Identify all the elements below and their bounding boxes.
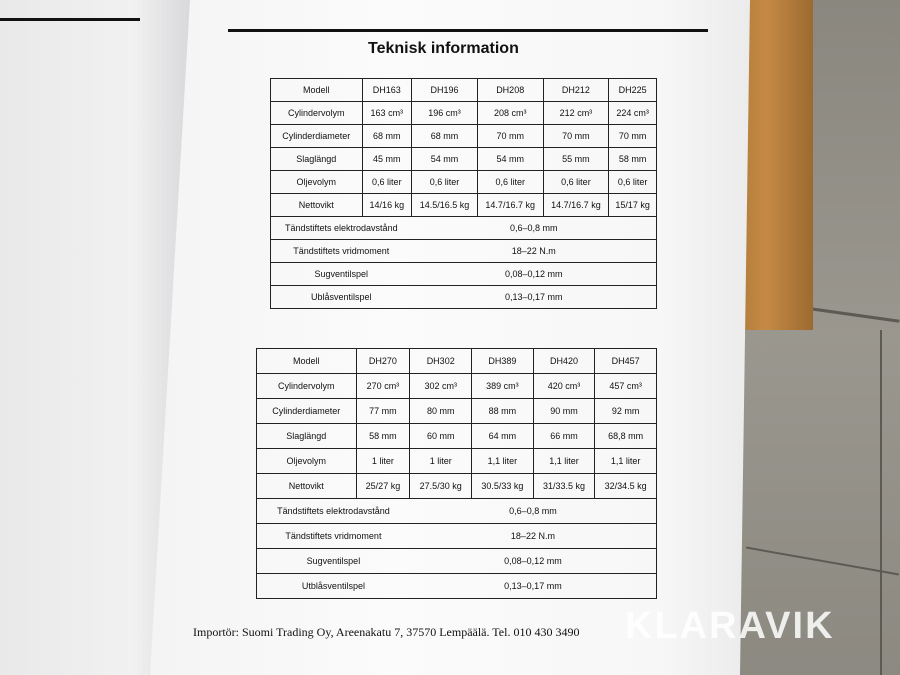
watermark-logo: KLARAVIK <box>625 605 835 647</box>
row-label: Cylinderdiameter <box>257 399 357 424</box>
table-cell: 60 mm <box>410 424 472 449</box>
table-header-row <box>257 349 657 374</box>
row-label: Oljevolym <box>257 449 357 474</box>
table-cell: 45 mm <box>362 148 412 171</box>
model-header: DH225 <box>609 79 657 102</box>
row-label: Cylinderdiameter <box>271 125 363 148</box>
importer-footer: Importör: Suomi Trading Oy, Areenakatu 7, 37570 Lempäälä. Tel. 010 430 3490 <box>193 625 580 639</box>
table-cell: 0,13–0,17 mm <box>412 286 657 309</box>
table-cell: 14.7/16.7 kg <box>543 194 609 217</box>
table-cell: 64 mm <box>472 424 534 449</box>
table-cell: 80 mm <box>410 399 472 424</box>
table-cell: 1,1 liter <box>533 449 595 474</box>
table-cell: 14/16 kg <box>362 194 412 217</box>
table-row <box>271 148 657 171</box>
table-cell: 55 mm <box>543 148 609 171</box>
model-header: DH208 <box>477 79 543 102</box>
model-header: DH163 <box>362 79 412 102</box>
table-cell: 54 mm <box>477 148 543 171</box>
merged-row <box>271 240 657 263</box>
table-cell: 270 cm³ <box>356 374 410 399</box>
table-row <box>271 194 657 217</box>
row-label: Slaglängd <box>271 148 363 171</box>
table-cell: 15/17 kg <box>609 194 657 217</box>
table-row <box>257 399 657 424</box>
table-cell: 1,1 liter <box>472 449 534 474</box>
table-cell: 70 mm <box>609 125 657 148</box>
table-cell: 14.7/16.7 kg <box>477 194 543 217</box>
merged-row <box>271 286 657 309</box>
row-label: Tändstiftets vridmoment <box>257 524 410 549</box>
table-cell: 0,6–0,8 mm <box>412 217 657 240</box>
tile-grout <box>880 330 882 675</box>
model-header: DH270 <box>356 349 410 374</box>
header-rule <box>228 29 708 32</box>
row-label: Tändstiftets vridmoment <box>271 240 412 263</box>
table-cell: 0,08–0,12 mm <box>412 263 657 286</box>
table-cell: 77 mm <box>356 399 410 424</box>
table-cell: 14.5/16.5 kg <box>412 194 478 217</box>
table-cell: 208 cm³ <box>477 102 543 125</box>
table-cell: 0,13–0,17 mm <box>410 574 657 599</box>
table-cell: 66 mm <box>533 424 595 449</box>
table-cell: 70 mm <box>543 125 609 148</box>
model-header: DH302 <box>410 349 472 374</box>
table-row <box>257 424 657 449</box>
row-label: Cylindervolym <box>271 102 363 125</box>
merged-row <box>257 524 657 549</box>
row-label: Sugventilspel <box>271 263 412 286</box>
table-row <box>257 374 657 399</box>
header-label: Modell <box>271 79 363 102</box>
table-cell: 0,6 liter <box>362 171 412 194</box>
table-row <box>271 171 657 194</box>
spec-table-1 <box>270 78 657 309</box>
merged-row <box>257 549 657 574</box>
model-header: DH212 <box>543 79 609 102</box>
table-cell: 163 cm³ <box>362 102 412 125</box>
table-cell: 27.5/30 kg <box>410 474 472 499</box>
table-cell: 0,6 liter <box>412 171 478 194</box>
table-cell: 1 liter <box>410 449 472 474</box>
spec-table-2 <box>256 348 657 599</box>
row-label: Ublåsventilspel <box>271 286 412 309</box>
header-label: Modell <box>257 349 357 374</box>
table-cell: 1 liter <box>356 449 410 474</box>
table-cell: 70 mm <box>477 125 543 148</box>
table-header-row <box>271 79 657 102</box>
table-cell: 457 cm³ <box>595 374 657 399</box>
table-row <box>271 125 657 148</box>
table-cell: 58 mm <box>356 424 410 449</box>
table-cell: 389 cm³ <box>472 374 534 399</box>
page-title: Teknisk information <box>368 40 519 57</box>
table-cell: 68 mm <box>412 125 478 148</box>
merged-row <box>271 263 657 286</box>
table-cell: 90 mm <box>533 399 595 424</box>
row-label: Tändstiftets elektrodavstånd <box>257 499 410 524</box>
table-cell: 0,6 liter <box>609 171 657 194</box>
table-cell: 31/33.5 kg <box>533 474 595 499</box>
model-header: DH457 <box>595 349 657 374</box>
table-cell: 68,8 mm <box>595 424 657 449</box>
table-cell: 212 cm³ <box>543 102 609 125</box>
row-label: Slaglängd <box>257 424 357 449</box>
table-row <box>271 102 657 125</box>
table-cell: 0,6–0,8 mm <box>410 499 657 524</box>
row-label: Oljevolym <box>271 171 363 194</box>
row-label: Cylindervolym <box>257 374 357 399</box>
table-cell: 196 cm³ <box>412 102 478 125</box>
model-header: DH389 <box>472 349 534 374</box>
table-cell: 58 mm <box>609 148 657 171</box>
merged-row <box>257 499 657 524</box>
table-cell: 0,08–0,12 mm <box>410 549 657 574</box>
table-cell: 54 mm <box>412 148 478 171</box>
table-cell: 18–22 N.m <box>410 524 657 549</box>
table-row <box>257 449 657 474</box>
table-cell: 1,1 liter <box>595 449 657 474</box>
table-cell: 302 cm³ <box>410 374 472 399</box>
table-cell: 420 cm³ <box>533 374 595 399</box>
merged-row <box>271 217 657 240</box>
merged-row <box>257 574 657 599</box>
table-row <box>257 474 657 499</box>
model-header: DH420 <box>533 349 595 374</box>
table-cell: 25/27 kg <box>356 474 410 499</box>
row-label: Utblåsventilspel <box>257 574 410 599</box>
row-label: Sugventilspel <box>257 549 410 574</box>
row-label: Nettovikt <box>271 194 363 217</box>
model-header: DH196 <box>412 79 478 102</box>
table-cell: 68 mm <box>362 125 412 148</box>
table-cell: 0,6 liter <box>543 171 609 194</box>
row-label: Tändstiftets elektrodavstånd <box>271 217 412 240</box>
table-cell: 30.5/33 kg <box>472 474 534 499</box>
table-cell: 18–22 N.m <box>412 240 657 263</box>
row-label: Nettovikt <box>257 474 357 499</box>
table-cell: 0,6 liter <box>477 171 543 194</box>
table-cell: 92 mm <box>595 399 657 424</box>
table-cell: 88 mm <box>472 399 534 424</box>
table-cell: 224 cm³ <box>609 102 657 125</box>
page-rule <box>0 18 140 21</box>
table-cell: 32/34.5 kg <box>595 474 657 499</box>
